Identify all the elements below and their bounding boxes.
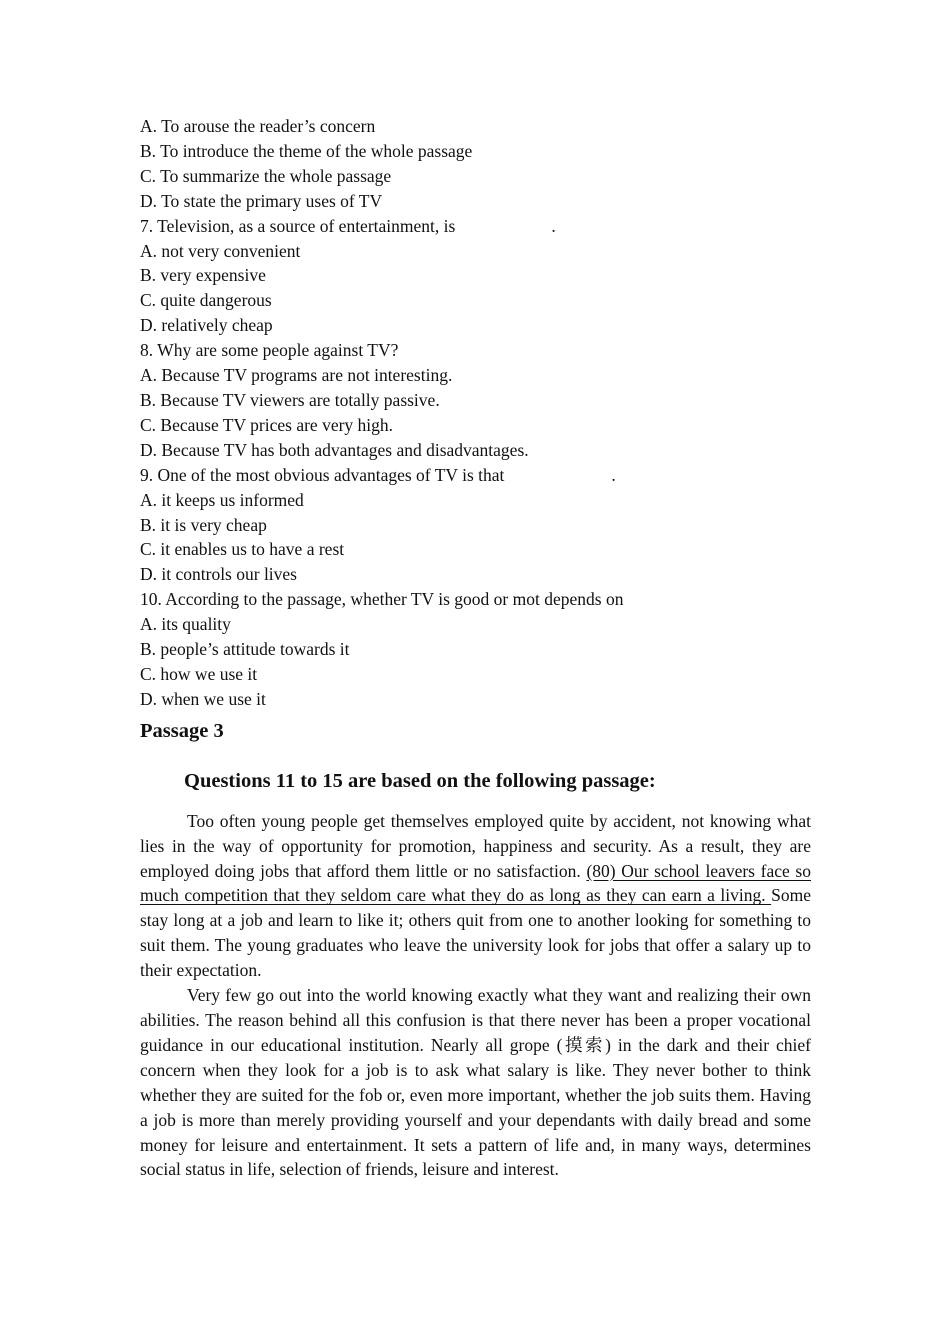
paragraph-1-intro: Too often young people get themselves employed quite by accident, not knowing what lies in the way of opportunity for promotion, happiness and security. As a result, they are employed doing jobs that afford them little or no satisfaction. (140, 810, 811, 881)
passage-paragraph-2: Very few go out into the world knowing exactly what they want and realizing their own abilities. The reason behind all this confusion is that there never has been a proper vocational guidance in our educational institution. Nearly all grope (摸索) in the dark and their chief concern when they look for a job is to ask what salary is like. They never bother to think whether they are suited for the fob or, even more important, whether the job suits them. Having a job is more than merely providing yourself and your dependants with daily bread and some money for leisure and entertainment. It sets a pattern of life and, in many ways, determines social status in life, selection of friends, leisure and interest. (140, 985, 811, 1180)
q10-option-c: C. how we use it (140, 663, 258, 684)
document-page (140, 114, 811, 1182)
q7-option-c: C. quite dangerous (140, 290, 272, 311)
q8-option-a: A. Because TV programs are not interesting. (140, 365, 453, 386)
q6-option-b: B. To introduce the theme of the whole passage (140, 140, 473, 161)
q9-stem-end: . (611, 464, 616, 485)
paragraph-1-rest: Some stay long at a job and learn to like it; others quit from one to another looking for something to suit them. The young graduates who leave the university look for jobs that offer a salary up to their expectation. (140, 885, 811, 981)
q8-option-b: B. Because TV viewers are totally passive. (140, 389, 440, 410)
q6-option-a: A. To arouse the reader’s concern (140, 116, 376, 136)
q9-option-d: D. it controls our lives (140, 564, 297, 585)
q9-option-c: C. it enables us to have a rest (140, 539, 345, 560)
passage-paragraph-1 (140, 809, 811, 983)
q7-option-a: A. not very convenient (140, 240, 301, 261)
q7-option-d: D. relatively cheap (140, 315, 273, 336)
q9-stem-text: 9. One of the most obvious advantages of TV is that (140, 464, 505, 485)
q7-stem (140, 214, 811, 239)
q10-option-a: A. its quality (140, 614, 231, 635)
q10-stem: 10. According to the passage, whether TV is good or mot depends on (140, 589, 624, 610)
q6-option-d: D. To state the primary uses of TV (140, 190, 383, 211)
q9-option-b: B. it is very cheap (140, 514, 267, 535)
passage-instruction: Questions 11 to 15 are based on the following passage: (184, 769, 656, 792)
q10-option-d: D. when we use it (140, 688, 266, 709)
q8-option-c: C. Because TV prices are very high. (140, 414, 394, 435)
q8-stem: 8. Why are some people against TV? (140, 340, 399, 361)
q10-option-b: B. people’s attitude towards it (140, 639, 350, 660)
underlined-translation-sentence: (80) Our school leavers face so much competition that they seldom care what they do as long as they can earn a living. (140, 860, 811, 906)
q8-option-d: D. Because TV has both advantages and disadvantages. (140, 439, 529, 460)
q7-option-b: B. very expensive (140, 265, 266, 286)
passage-title: Passage 3 (140, 719, 224, 742)
q9-stem (140, 463, 811, 488)
q9-option-a: A. it keeps us informed (140, 489, 304, 510)
q6-option-c: C. To summarize the whole passage (140, 165, 392, 186)
q7-stem-end: . (551, 215, 556, 236)
q7-stem-text: 7. Television, as a source of entertainment, is (140, 215, 456, 236)
